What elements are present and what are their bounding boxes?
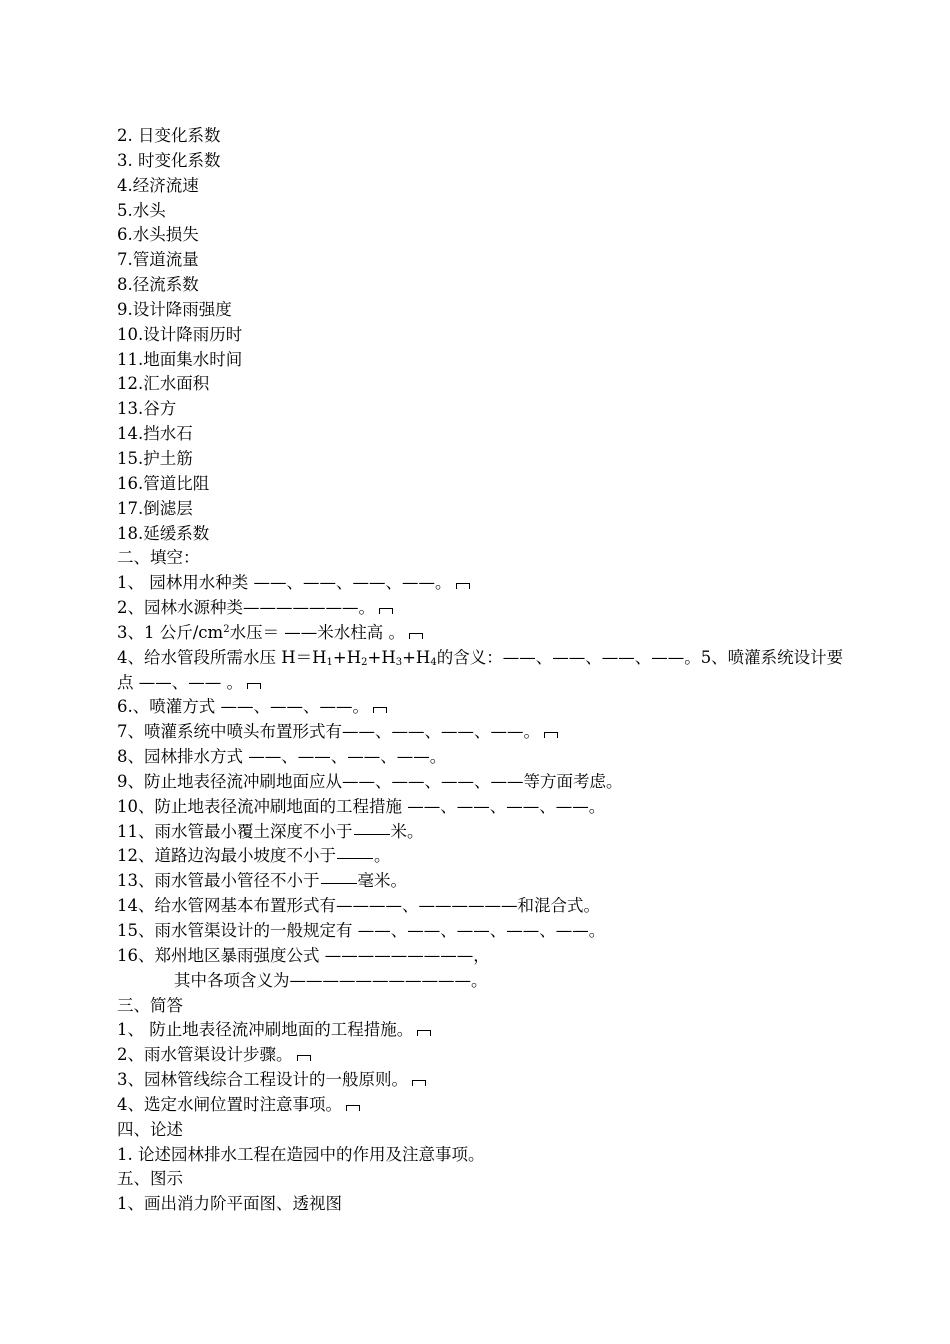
term-item: 2. 日变化系数 xyxy=(117,126,221,145)
question: 1、 防止地表径流冲刷地面的工程措施。 xyxy=(117,1018,857,1043)
question: 1. 论述园林排水工程在造园中的作用及注意事项。 xyxy=(117,1144,485,1164)
question: 6.、喷灌方式 ——、——、——。 xyxy=(117,695,857,720)
exam-document xyxy=(117,124,857,1217)
question: 16、郑州地区暴雨强度公式 —————————， xyxy=(117,945,490,965)
term-item: 9.设计降雨强度 xyxy=(117,299,232,319)
question: 4、给水管段所需水压 $H=H_1+H_2+H_3+H_4$的含义：——、——、——、——。5、喷灌系统设计要 xyxy=(117,647,844,668)
question: 4、选定水闸位置时注意事项。 xyxy=(117,1093,857,1118)
edit-mark-icon xyxy=(346,1105,360,1111)
term-item: 17.倒滤层 xyxy=(117,498,193,518)
section-heading-short-answer: 三、简答 xyxy=(117,995,183,1015)
edit-mark-icon xyxy=(412,1080,426,1086)
term-item: 5.水头 xyxy=(117,200,166,220)
question: 点 ——、—— 。 xyxy=(117,671,857,696)
edit-mark-icon xyxy=(456,583,470,589)
question: 7、喷灌系统中喷头布置形式有——、——、——、——。 xyxy=(117,720,857,745)
question: 12、道路边沟最小坡度不小于 。 xyxy=(117,846,391,866)
edit-mark-icon xyxy=(373,707,387,713)
question: 13、雨水管最小管径不小于 毫米。 xyxy=(117,871,407,891)
edit-mark-icon xyxy=(544,732,558,738)
question: 3、1 公斤$/cm^2$水压＝ ——米水柱高 。 xyxy=(117,621,857,646)
section-heading-essay: 四、论述 xyxy=(117,1119,183,1139)
question: 1、 园林用水种类 ——、——、——、——。 xyxy=(117,571,857,596)
term-item: 14.挡水石 xyxy=(117,424,193,444)
term-list xyxy=(117,124,857,546)
answer-blank xyxy=(354,833,390,835)
term-item: 16.管道比阻 xyxy=(117,473,210,493)
term-item: 10.设计降雨历时 xyxy=(117,324,243,344)
edit-mark-icon xyxy=(409,633,423,639)
section-heading-fill-blank: 二、填空： xyxy=(117,548,200,568)
question: 2、雨水管渠设计步骤。 xyxy=(117,1043,857,1068)
question: 1、画出消力阶平面图、透视图 xyxy=(117,1194,342,1214)
question: 10、防止地表径流冲刷地面的工程措施 ——、——、——、——。 xyxy=(117,796,606,816)
answer-blank xyxy=(337,857,373,859)
term-item: 13.谷方 xyxy=(117,399,177,419)
question: 11、雨水管最小覆土深度不小于 米。 xyxy=(117,821,424,841)
question: 14、给水管网基本布置形式有————、——————和混合式。 xyxy=(117,896,600,916)
question-continuation: 其中各项含义为———————————。 xyxy=(174,970,488,990)
term-item: 18.延缓系数 xyxy=(117,523,210,543)
question: 2、园林水源种类———————。 xyxy=(117,596,857,621)
section-heading-drawing: 五、图示 xyxy=(117,1169,183,1189)
edit-mark-icon xyxy=(297,1055,311,1061)
edit-mark-icon xyxy=(379,608,393,614)
term-item: 12.汇水面积 xyxy=(117,374,210,394)
edit-mark-icon xyxy=(247,683,261,689)
term-item: 11.地面集水时间 xyxy=(117,349,243,369)
answer-blank xyxy=(321,882,357,884)
term-item: 7.管道流量 xyxy=(117,250,199,270)
term-item: 4.经济流速 xyxy=(117,175,199,195)
term-item: 6.水头损失 xyxy=(117,225,199,245)
question: 8、园林排水方式 ——、——、——、——。 xyxy=(117,747,447,767)
edit-mark-icon xyxy=(417,1030,431,1036)
question: 9、防止地表径流冲刷地面应从——、——、——、——等方面考虑。 xyxy=(117,771,623,791)
term-item: 3. 时变化系数 xyxy=(117,150,221,170)
term-item: 15.护土筋 xyxy=(117,448,193,468)
term-item: 8.径流系数 xyxy=(117,275,199,295)
question: 3、园林管线综合工程设计的一般原则。 xyxy=(117,1068,857,1093)
question: 15、雨水管渠设计的一般规定有 ——、——、——、——、——。 xyxy=(117,921,606,940)
